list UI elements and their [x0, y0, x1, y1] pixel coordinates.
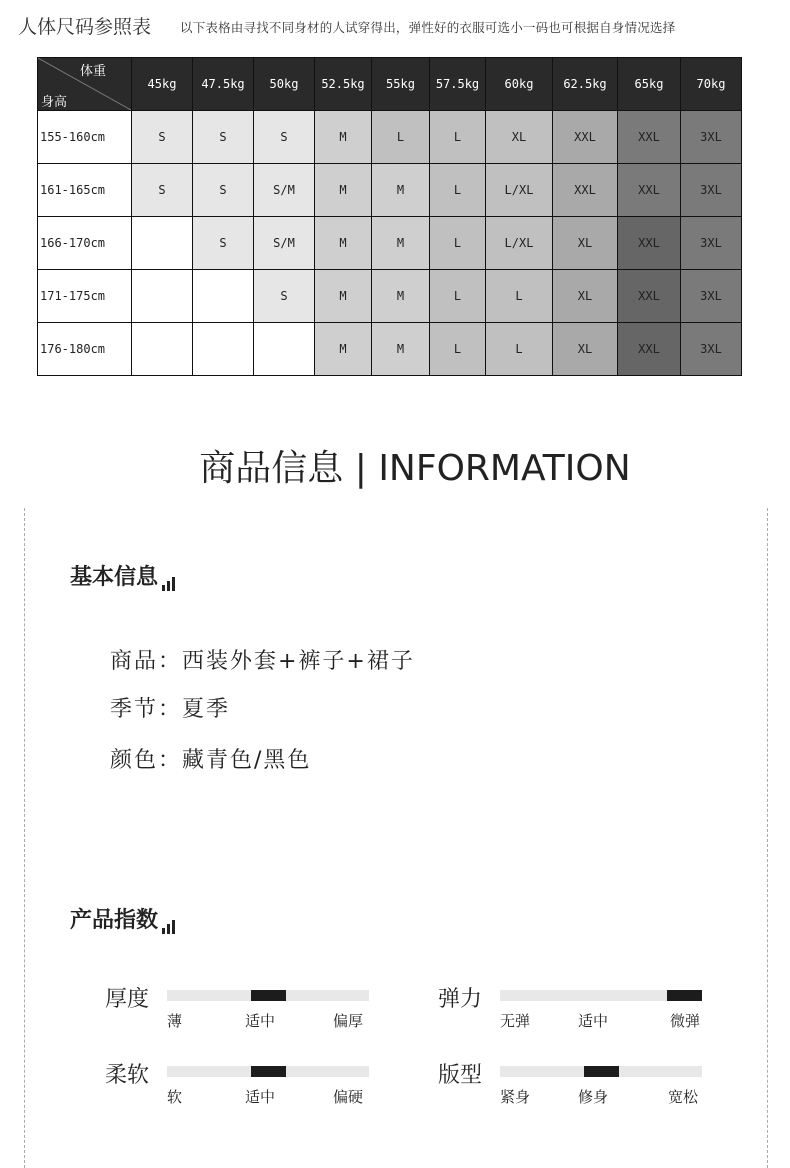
size-cell: XXL [618, 217, 681, 270]
index-label: 厚度 [105, 987, 150, 1012]
weight-header: 55kg [372, 58, 430, 111]
scale-mid: 适中 [578, 1012, 609, 1030]
index-marker [584, 1066, 619, 1077]
table-row [38, 270, 742, 323]
size-cell: XXL [553, 164, 618, 217]
scale-high: 偏硬 [333, 1088, 364, 1106]
size-cell: S [132, 164, 193, 217]
size-cell: S/M [254, 217, 315, 270]
height-cell: 176-180cm [38, 323, 132, 376]
season-line: 季节：夏季 [110, 697, 231, 722]
scale-mid: 适中 [245, 1088, 276, 1106]
weight-header: 70kg [681, 58, 742, 111]
scale-high: 微弹 [670, 1012, 701, 1030]
size-cell: S [193, 217, 254, 270]
scale-low: 无弹 [500, 1012, 531, 1030]
signal-bars-icon [162, 918, 175, 934]
size-cell: M [372, 323, 430, 376]
index-track [500, 1066, 702, 1077]
index-elasticity [438, 982, 718, 1042]
size-cell: S/M [254, 164, 315, 217]
size-cell: S [132, 111, 193, 164]
table-corner-cell [38, 58, 132, 111]
size-cell: XXL [618, 270, 681, 323]
table-row [38, 217, 742, 270]
size-cell: M [372, 164, 430, 217]
weight-header: 60kg [486, 58, 553, 111]
size-cell: M [372, 270, 430, 323]
basic-info-heading [70, 560, 175, 591]
height-cell: 161-165cm [38, 164, 132, 217]
scale-low: 紧身 [500, 1088, 531, 1106]
size-cell: S [193, 164, 254, 217]
size-table [37, 57, 742, 376]
information-section-title: 商品信息 | INFORMATION [199, 448, 631, 489]
size-cell: L [372, 111, 430, 164]
index-thickness [105, 982, 375, 1042]
signal-bars-icon [162, 575, 175, 591]
size-cell [193, 270, 254, 323]
scale-low: 薄 [167, 1012, 183, 1030]
scale-high: 宽松 [668, 1088, 699, 1106]
index-track [500, 990, 702, 1001]
size-cell: S [254, 270, 315, 323]
size-cell: L [430, 164, 486, 217]
height-cell: 171-175cm [38, 270, 132, 323]
index-softness [105, 1058, 375, 1118]
height-cell: 155-160cm [38, 111, 132, 164]
index-track [167, 990, 369, 1001]
index-track [167, 1066, 369, 1077]
index-fit [438, 1058, 718, 1118]
size-cell [254, 323, 315, 376]
size-cell [132, 217, 193, 270]
size-cell: XXL [618, 323, 681, 376]
size-cell: L/XL [486, 164, 553, 217]
index-marker [667, 990, 702, 1001]
size-cell: 3XL [681, 164, 742, 217]
size-cell: L/XL [486, 217, 553, 270]
size-cell: L [430, 217, 486, 270]
size-cell: M [315, 164, 372, 217]
size-cell: XL [553, 217, 618, 270]
table-row [38, 164, 742, 217]
scale-high: 偏厚 [333, 1012, 364, 1030]
size-cell: 3XL [681, 270, 742, 323]
index-label: 版型 [438, 1063, 483, 1088]
size-cell: L [486, 270, 553, 323]
weight-header: 57.5kg [430, 58, 486, 111]
weight-header: 45kg [132, 58, 193, 111]
size-cell [132, 323, 193, 376]
size-cell: XXL [618, 111, 681, 164]
scale-mid: 适中 [245, 1012, 276, 1030]
size-cell: M [315, 111, 372, 164]
table-row [38, 111, 742, 164]
corner-height-label: 身高 [41, 95, 68, 110]
color-line: 颜色：藏青色/黑色 [110, 748, 312, 773]
size-cell: 3XL [681, 111, 742, 164]
index-label: 柔软 [105, 1063, 150, 1088]
product-index-heading [70, 903, 175, 934]
size-table-header-row [38, 58, 742, 111]
size-cell: L [486, 323, 553, 376]
size-cell: XL [553, 323, 618, 376]
size-cell: 3XL [681, 323, 742, 376]
product-index-title: 产品指数 [70, 908, 159, 933]
size-cell: M [315, 323, 372, 376]
size-cell: M [315, 270, 372, 323]
index-label: 弹力 [438, 987, 483, 1012]
corner-weight-label: 体重 [80, 64, 107, 79]
weight-header: 62.5kg [553, 58, 618, 111]
size-cell [193, 323, 254, 376]
size-cell: S [254, 111, 315, 164]
header [0, 0, 790, 54]
size-cell: S [193, 111, 254, 164]
size-cell: XL [486, 111, 553, 164]
height-cell: 166-170cm [38, 217, 132, 270]
size-cell: XXL [553, 111, 618, 164]
size-cell: M [372, 217, 430, 270]
table-row [38, 323, 742, 376]
scale-mid: 修身 [578, 1088, 609, 1106]
size-cell: L [430, 111, 486, 164]
size-cell: XXL [618, 164, 681, 217]
weight-header: 50kg [254, 58, 315, 111]
size-cell: 3XL [681, 217, 742, 270]
size-cell: M [315, 217, 372, 270]
size-cell: L [430, 323, 486, 376]
scale-low: 软 [167, 1088, 183, 1106]
weight-header: 65kg [618, 58, 681, 111]
weight-header: 52.5kg [315, 58, 372, 111]
weight-header: 47.5kg [193, 58, 254, 111]
size-cell: L [430, 270, 486, 323]
size-chart-title: 人体尺码参照表 [18, 16, 152, 38]
size-cell [132, 270, 193, 323]
size-chart-note: 以下表格由寻找不同身材的人试穿得出，弹性好的衣服可选小一码也可根据自身情况选择 [180, 20, 676, 35]
index-marker [251, 990, 286, 1001]
product-line: 商品：西装外套+裤子+裙子 [110, 649, 415, 674]
index-marker [251, 1066, 286, 1077]
basic-info-title: 基本信息 [70, 565, 159, 590]
size-cell: XL [553, 270, 618, 323]
